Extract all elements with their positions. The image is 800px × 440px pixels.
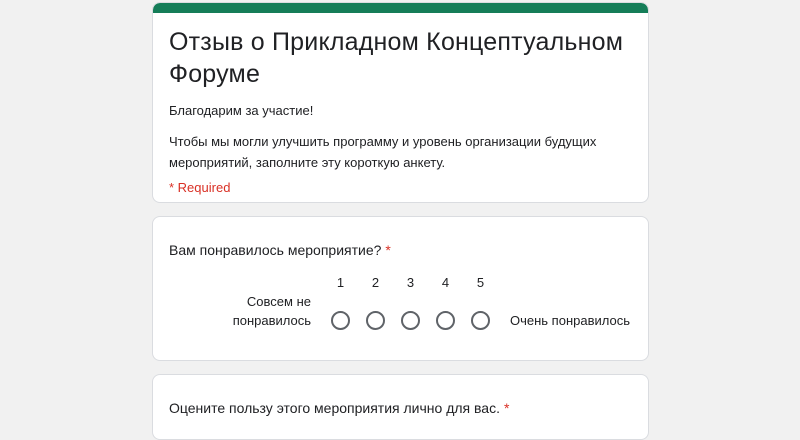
question-1-required-asterisk: * [385,242,391,258]
scale-radio-1[interactable] [331,311,350,330]
scale-number-3: 3 [406,275,415,290]
required-note: * Required [169,180,231,195]
question-2-label [169,399,632,418]
scale-number-1: 1 [336,275,345,290]
linear-scale [169,276,632,330]
form-header-content [153,13,648,195]
form-header-card [152,2,649,203]
scale-options [323,276,498,330]
question-2-text: Оцените пользу этого мероприятия лично для вас. [169,400,500,416]
scale-radio-5[interactable] [471,311,490,330]
form-column [152,0,649,440]
scale-low-label: Совсем не понравилось [232,294,311,328]
form-description: Чтобы мы могли улучшить программу и уровень организации будущих мероприятий, заполните эту короткую анкету. [169,134,597,170]
scale-option-3 [393,276,428,330]
scale-option-1 [323,276,358,330]
question-card-1 [152,216,649,361]
scale-option-5 [463,276,498,330]
scale-number-2: 2 [371,275,380,290]
form-title: Отзыв о Прикладном Концептуальном Форуме [169,28,624,88]
scale-radio-3[interactable] [401,311,420,330]
scale-high-label: Очень понравилось [510,313,630,328]
scale-option-4 [428,276,463,330]
question-2-required-asterisk: * [503,400,510,416]
form-greeting: Благодарим за участие! [169,103,314,118]
question-1-label [169,241,632,260]
question-card-2 [152,374,649,440]
scale-number-5: 5 [476,275,485,290]
question-1-text: Вам понравилось мероприятие? [169,242,382,258]
theme-accent-bar [153,3,648,13]
scale-radio-4[interactable] [436,311,455,330]
scale-option-2 [358,276,393,330]
scale-number-4: 4 [441,275,450,290]
scale-radio-2[interactable] [366,311,385,330]
